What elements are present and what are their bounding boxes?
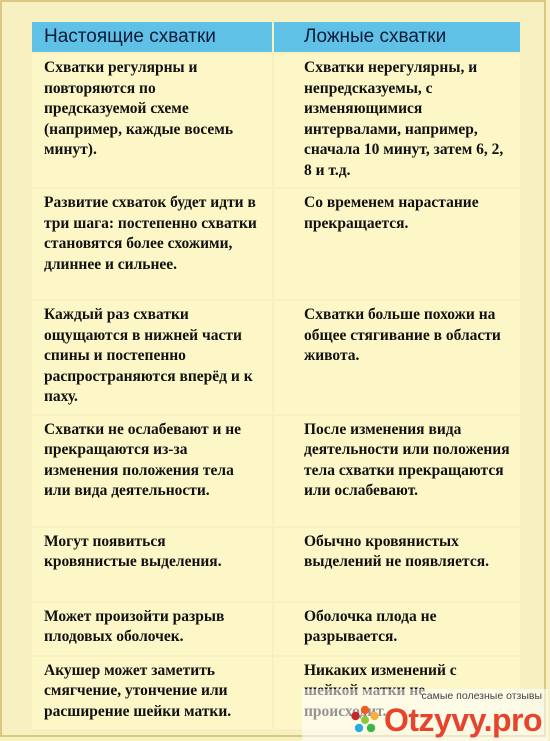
table-row <box>32 603 520 655</box>
true-contractions-cell: Акушер может заметить смягчение, утончение или расширение шейки матки. <box>32 657 272 729</box>
header-false-contractions: Ложные схватки <box>274 22 520 52</box>
table-row <box>32 189 520 299</box>
false-contractions-cell: Никаких изменений с <box>274 657 520 729</box>
false-contractions-cell: После изменения вида деятельности или положения тела схватки прекращаются или ослабевают. <box>274 416 520 526</box>
false-contractions-cell: Схватки нерегулярны, и непредсказуемы, с изменяющимися интервалами, например, сначала 10 минут, затем 6, 2, 8 и т.д. <box>274 54 520 187</box>
true-contractions-cell: Могут появиться кровянистые выделения. <box>32 528 272 601</box>
watermark-site-name: Otzyvy.pro <box>384 702 542 738</box>
watermark <box>302 689 548 741</box>
true-contractions-cell: Развитие схваток будет идти в три шага: постепенно схватки становятся более схожими, длиннее и сильнее. <box>32 189 272 299</box>
table-row <box>32 54 520 187</box>
false-contractions-cell: Оболочка плода не разрывается. <box>274 603 520 655</box>
false-contractions-cell: Со временем нарастание прекращается. <box>274 189 520 299</box>
true-contractions-cell: Может произойти разрыв плодовых оболочек. <box>32 603 272 655</box>
flower-logo-icon <box>348 703 382 737</box>
table-row <box>32 416 520 526</box>
false-contractions-cell: Схватки больше похожи на общее стягивание в области живота. <box>274 301 520 414</box>
true-contractions-cell: Схватки регулярны и повторяются по предсказуемой схеме (например, каждые восемь минут). <box>32 54 272 187</box>
true-contractions-cell: Каждый раз схватки ощущаются в нижней части спины и постепенно распространяются вперёд и к паху. <box>32 301 272 414</box>
true-contractions-cell: Схватки не ослабевают и не прекращаются из-за изменения положения тела или вида деятельности. <box>32 416 272 526</box>
watermark-logo[interactable] <box>348 703 542 737</box>
contractions-comparison-table <box>30 20 522 731</box>
watermark-caption: самые полезные отзывы <box>421 690 542 702</box>
table-row <box>32 301 520 414</box>
header-true-contractions: Настоящие схватки <box>32 22 272 52</box>
table-row <box>32 528 520 601</box>
table-header-row <box>32 22 520 52</box>
false-contractions-cell: Обычно кровянистых выделений не появляется. <box>274 528 520 601</box>
